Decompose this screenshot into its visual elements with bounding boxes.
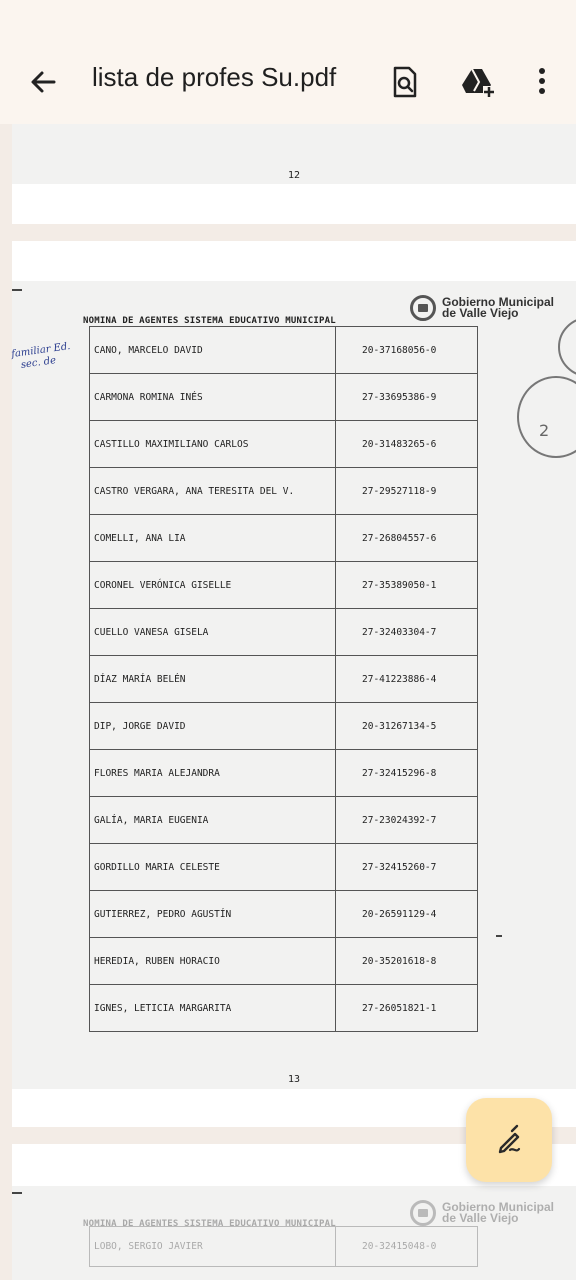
document-search-icon[interactable] <box>384 62 424 102</box>
document-title: lista de profes Su.pdf <box>92 62 337 92</box>
agent-name: GUTIERREZ, PEDRO AGUSTÍN <box>90 891 336 938</box>
agent-id: 27-26051821-1 <box>336 985 478 1032</box>
agent-name: COMELLI, ANA LIA <box>90 515 336 562</box>
table-row <box>90 985 478 1032</box>
agent-name: CARMONA ROMINA INÉS <box>90 374 336 421</box>
agent-id: 27-29527118-9 <box>336 468 478 515</box>
agent-name: LOBO, SERGIO JAVIER <box>90 1227 336 1267</box>
municipal-logo <box>410 295 554 321</box>
document-heading: NOMINA DE AGENTES SISTEMA EDUCATIVO MUNICIPAL <box>83 316 336 326</box>
agent-id: 27-32415296-8 <box>336 750 478 797</box>
handwritten-note: familiar Ed. sec. de <box>10 340 72 371</box>
table-row <box>90 891 478 938</box>
agent-name: HEREDIA, RUBEN HORACIO <box>90 938 336 985</box>
agents-table <box>89 326 478 1032</box>
agent-id: 20-26591129-4 <box>336 891 478 938</box>
agent-name: DIP, JORGE DAVID <box>90 703 336 750</box>
add-to-drive-icon[interactable] <box>458 62 498 102</box>
agent-id: 27-32415260-7 <box>336 844 478 891</box>
agent-name: GORDILLO MARIA CELESTE <box>90 844 336 891</box>
municipal-seal-icon <box>410 295 436 321</box>
logo-line-1: Gobierno Municipal <box>442 295 555 309</box>
agent-id: 20-32415048-0 <box>336 1227 478 1267</box>
pdf-page-13: NOMINA DE AGENTES SISTEMA EDUCATIVO MUNICIPAL Gobierno Municipal de Valle Viejo familiar Ed. sec. de 2 CANO, MARCELO DAVID 20-37168056-0 CARMONA ROMINA INÉS 27-33695386-9 CASTILLO MAXIMILIANO CARLOS 20-31483265-6 CASTRO VERGARA, ANA TERESITA DEL V. 27-29527118-9 COMELLI, ANA LIA 27-26804557-6 CORONEL VERÓNICA GISELLE 27-35389050-1 CUELLO VANESA GISELA 27-32403304-7 DÍAZ MARÍA BELÉN 27-41223886-4 DIP, JORGE DAVID 20-31267134-5 FLORES MARIA ALEJANDRA 27-32415296-8 GALÍA, MARIA EUGENIA 27-23024392-7 GORDILLO MARIA CELESTE 27-32415260-7 GUTIERREZ, PEDRO AGUSTÍN 20-26591129-4 HEREDIA, RUBEN HORACIO 20-35201618-8 IGNES, LETICIA MARGARITA 27-26051821-1 13 <box>12 241 576 1127</box>
page-number: 13 <box>287 1074 301 1085</box>
agent-id: 27-35389050-1 <box>336 562 478 609</box>
agent-id: 20-31267134-5 <box>336 703 478 750</box>
next-agents-table <box>89 1226 478 1267</box>
agent-id: 27-32403304-7 <box>336 609 478 656</box>
table-row <box>90 374 478 421</box>
agent-name: DÍAZ MARÍA BELÉN <box>90 656 336 703</box>
agent-name: CANO, MARCELO DAVID <box>90 327 336 374</box>
agent-id: 27-23024392-7 <box>336 797 478 844</box>
agent-name: CUELLO VANESA GISELA <box>90 609 336 656</box>
next-document-heading: NOMINA DE AGENTES SISTEMA EDUCATIVO MUNICIPAL <box>83 1219 336 1229</box>
table-row <box>90 703 478 750</box>
edit-pen-icon <box>492 1123 526 1157</box>
table-row <box>90 562 478 609</box>
table-row <box>90 609 478 656</box>
table-row <box>90 797 478 844</box>
stamp-round <box>517 376 576 458</box>
back-arrow-icon[interactable] <box>24 62 64 102</box>
page-number: 12 <box>287 170 301 181</box>
agent-name: CORONEL VERÓNICA GISELLE <box>90 562 336 609</box>
agent-id: 27-41223886-4 <box>336 656 478 703</box>
table-row <box>90 468 478 515</box>
pdf-page-12 <box>12 124 576 224</box>
agent-id: 27-33695386-9 <box>336 374 478 421</box>
table-row <box>90 656 478 703</box>
more-vert-icon[interactable] <box>522 62 562 102</box>
municipal-seal-icon <box>410 1200 436 1226</box>
logo-line-2: de Valle Viejo <box>442 306 519 320</box>
table-row <box>90 1227 478 1267</box>
table-row <box>90 515 478 562</box>
next-municipal-logo: Gobierno Municipal de Valle Viejo <box>410 1200 554 1226</box>
edit-fab-button[interactable] <box>466 1098 552 1182</box>
table-row <box>90 421 478 468</box>
agent-name: GALÍA, MARIA EUGENIA <box>90 797 336 844</box>
agent-name: CASTRO VERGARA, ANA TERESITA DEL V. <box>90 468 336 515</box>
table-row <box>90 938 478 985</box>
agent-id: 20-31483265-6 <box>336 421 478 468</box>
table-row <box>90 750 478 797</box>
agent-id: 20-37168056-0 <box>336 327 478 374</box>
app-bar <box>0 0 576 124</box>
agent-name: FLORES MARIA ALEJANDRA <box>90 750 336 797</box>
agent-name: CASTILLO MAXIMILIANO CARLOS <box>90 421 336 468</box>
agent-name: IGNES, LETICIA MARGARITA <box>90 985 336 1032</box>
agent-id: 27-26804557-6 <box>336 515 478 562</box>
table-row <box>90 327 478 374</box>
agent-id: 20-35201618-8 <box>336 938 478 985</box>
stamp-top <box>558 317 576 377</box>
table-row <box>90 844 478 891</box>
